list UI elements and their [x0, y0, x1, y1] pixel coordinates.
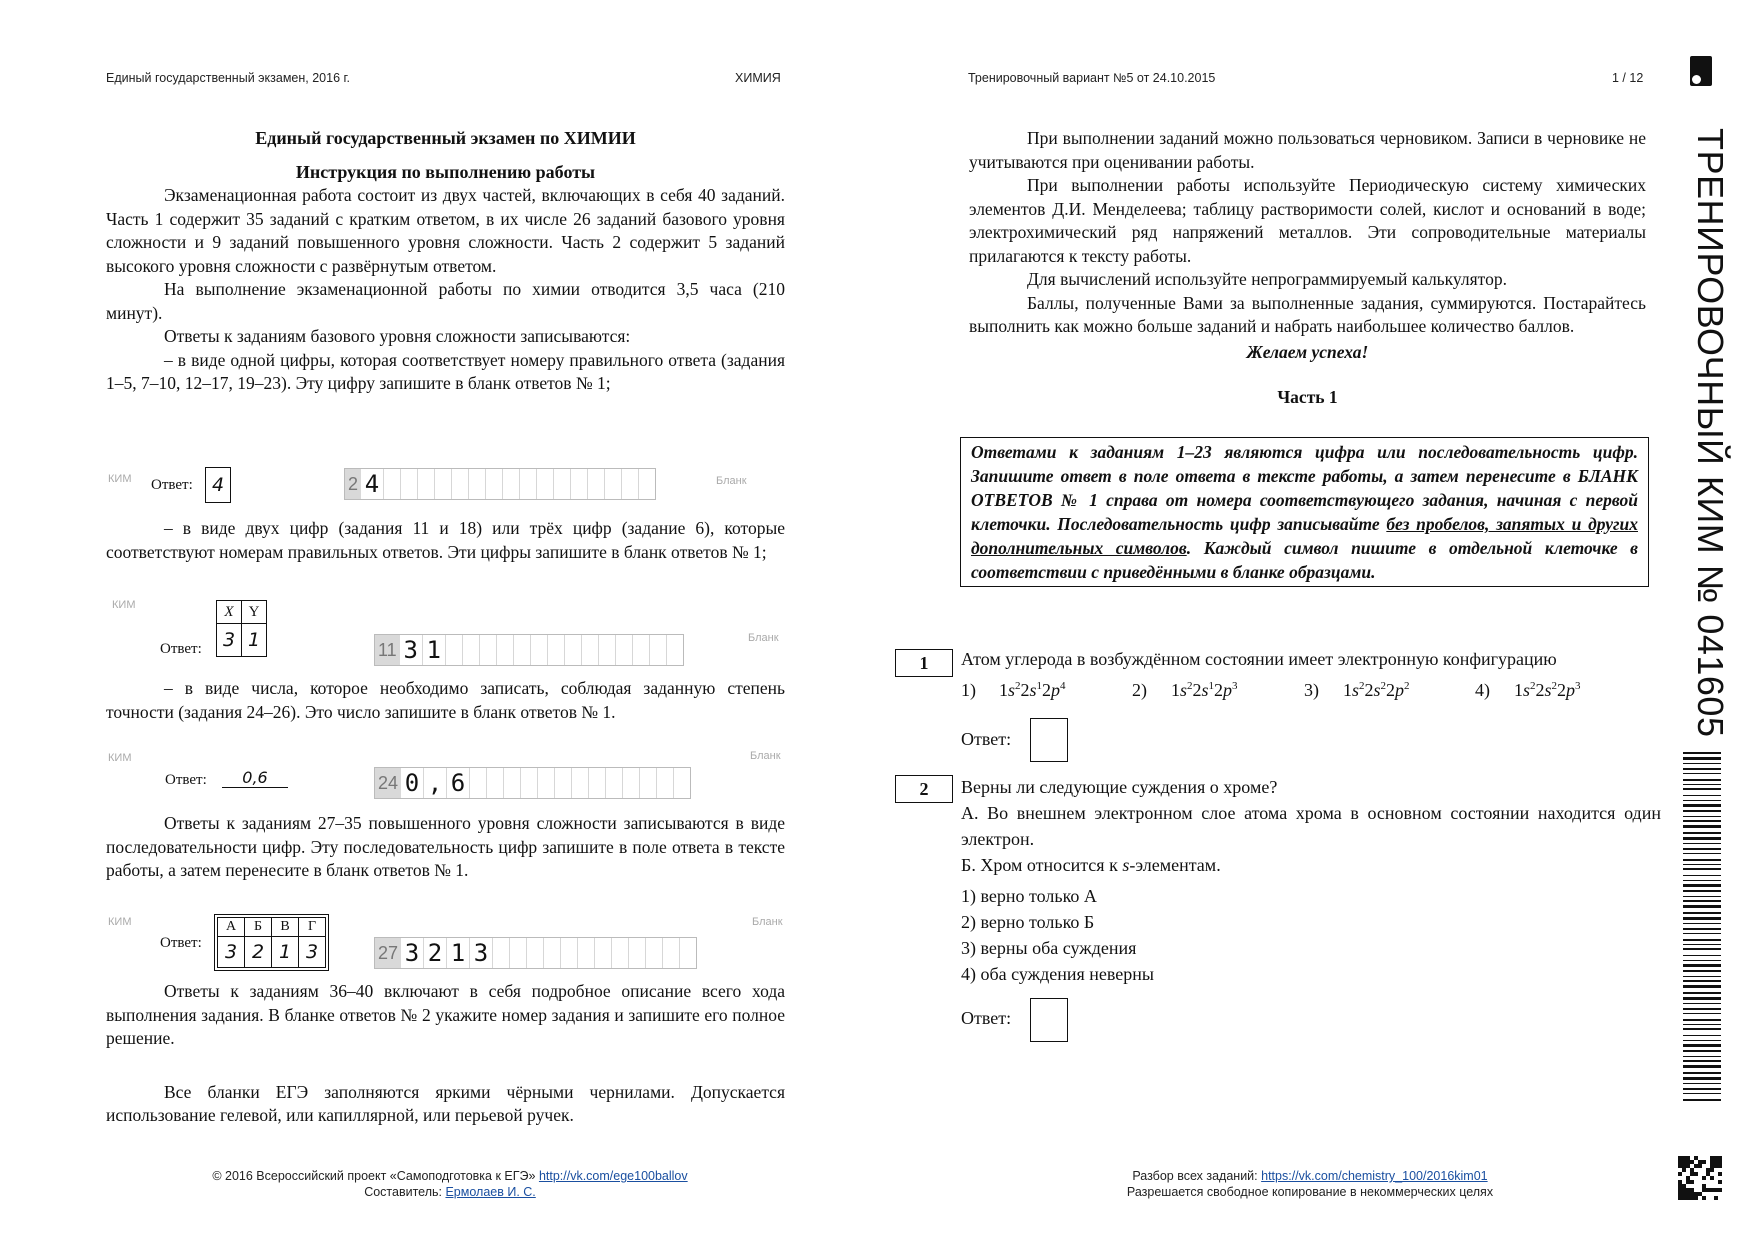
- question-2-text: Верны ли следующие суждения о хроме?: [961, 777, 1278, 797]
- r-paragraph-1: При выполнении заданий можно пользоваться черновиком. Записи в черновике не учитываются при оценивании работы.: [969, 128, 1646, 172]
- kim-label: КИМ: [112, 599, 136, 611]
- example-xy-table: X Y 3 1: [216, 600, 267, 657]
- option-2: 2) верно только Б: [961, 912, 1095, 932]
- r-paragraph-2: При выполнении работы используйте Периодическую систему химических элементов Д.И. Менделеева; таблицу растворимости солей, кислот и оснований в воде; электрохимический ряд напряжений металлов. Эти сопроводительные материалы прилагаются к тексту работы.: [969, 175, 1646, 266]
- statement-b: Б. Хром относится к s-элементам.: [961, 855, 1221, 875]
- example-abcd-table: А Б В Г 3 2 1 3: [214, 914, 329, 971]
- answer-input-2[interactable]: [1030, 998, 1068, 1042]
- qr-code-icon: [1678, 1156, 1722, 1200]
- instruction-box: Ответами к заданиям 1–23 являются цифра или последовательность цифр. Запишите ответ в поле ответа в тексте работы, а затем перенесите в БЛАНК ОТВЕТОВ № 1 справа от номера соответствующего задания, начиная с первой клеточки. Последовательность цифр записывайте без пробелов, запятых и других дополнительных символов. Каждый символ пишите в отдельной клеточке в соответствии с приведёнными в бланке образцами.: [960, 437, 1649, 587]
- blank-label: Бланк: [716, 475, 747, 487]
- paragraph-9: Все бланки ЕГЭ заполняются яркими чёрными чернилами. Допускается использование гелевой, или капиллярной, или перьевой ручек.: [106, 1081, 785, 1125]
- option-1: 1) верно только А: [961, 886, 1097, 906]
- question-1-options: 1) $1s^22s^12p^4$ 2) $1s^22s^12p^3$ 3) $1s^22s^22p^2$ 4) $1s^22s^22p^3$: [961, 680, 1581, 700]
- paragraph-6: – в виде числа, которое необходимо записать, соблюдая заданную степень точности (задания 24–26). Это число запишите в бланк ответов № 1.: [106, 678, 785, 722]
- paragraph-4: – в виде одной цифры, которая соответствует номеру правильного ответа (задания 1–5, 7–10, 12–17, 19–23). Эту цифру запишите в бланк ответов № 1;: [106, 349, 785, 393]
- kim-label: КИМ: [108, 473, 132, 485]
- footer-left: © 2016 Всероссийский проект «Самоподготовка к ЕГЭ» http://vk.com/ege100ballov Составитель: Ермолаев И. С.: [212, 1169, 688, 1199]
- task-number-1: 1: [895, 649, 953, 677]
- footer-link-solutions[interactable]: https://vk.com/chemistry_100/2016kim01: [1261, 1169, 1488, 1183]
- page-title: Единый государственный экзамен по ХИМИИ: [255, 128, 636, 148]
- option-4: 4) оба суждения неверны: [961, 964, 1155, 984]
- paragraph-3: Ответы к заданиям базового уровня сложности записываются:: [164, 326, 631, 346]
- task-number-2: 2: [895, 775, 953, 803]
- option-3: 3) верны оба суждения: [961, 938, 1137, 958]
- paragraph-5: – в виде двух цифр (задания 11 и 18) или трёх цифр (задание 6), которые соответствуют номерам правильных ответов. Эти цифры запишите в бланк ответов № 1;: [106, 518, 785, 562]
- question-1-text: Атом углерода в возбуждённом состоянии имеет электронную конфигурацию: [961, 649, 1557, 669]
- wish-text: Желаем успеха!: [1246, 341, 1369, 362]
- blank-label: Бланк: [748, 632, 779, 644]
- paragraph-7: Ответы к заданиям 27–35 повышенного уровня сложности записываются в виде последовательности цифр. Эту последовательность цифр запишите в поле ответа в тексте работы, а затем перенесите в бланк ответов № 1.: [106, 813, 785, 880]
- example-answer-box: 4: [205, 467, 231, 503]
- blank-strip: 11 3 1: [374, 634, 684, 666]
- barcode-icon: [1683, 752, 1721, 1100]
- footer-link-author[interactable]: Ермолаев И. С.: [445, 1185, 536, 1199]
- r-paragraph-3: Для вычислений используйте непрограммируемый калькулятор.: [1027, 269, 1507, 289]
- answer-label: Ответ:: [961, 1008, 1012, 1028]
- footer-right: Разбор всех заданий: https://vk.com/chemistry_100/2016kim01 Разрешается свободное копирование в некоммерческих целях: [1126, 1169, 1494, 1199]
- answer-input-1[interactable]: [1030, 718, 1068, 762]
- header-subject: ХИМИЯ: [735, 71, 781, 85]
- part-title: Часть 1: [1277, 387, 1338, 407]
- paragraph-8: Ответы к заданиям 36–40 включают в себя подробное описание всего хода выполнения задания. В бланке ответов № 2 укажите номер задания и запишите его полное решение.: [106, 981, 785, 1048]
- kim-label: КИМ: [108, 916, 132, 928]
- blank-strip: 27 3 2 1 3: [374, 937, 697, 969]
- r-paragraph-4: Баллы, полученные Вами за выполненные задания, суммируются. Постарайтесь выполнить как можно больше заданий и набрать наибольшее количество баллов.: [969, 292, 1646, 336]
- footer-link-project[interactable]: http://vk.com/ege100ballov: [538, 1169, 688, 1183]
- answer-label: Ответ:: [160, 641, 202, 657]
- paragraph-2: На выполнение экзаменационной работы по химии отводится 3,5 часа (210 минут).: [106, 279, 785, 323]
- corner-marker-icon: [1690, 56, 1712, 86]
- blank-label: Бланк: [750, 750, 781, 762]
- statement-a: А. Во внешнем электронном слое атома хрома в основном состоянии находится один электрон.: [961, 803, 1661, 849]
- paragraph-1: Экзаменационная работа состоит из двух частей, включающих в себя 40 заданий. Часть 1 содержит 35 заданий с кратким ответом, в их числе 26 заданий базового уровня сложности и 9 заданий повышенного уровня сложности. Часть 2 содержит 5 заданий высокого уровня сложности с развёрнутым ответом.: [106, 185, 785, 276]
- vertical-title: ТРЕНИРОВОЧНЫЙ КИМ № 041605: [1690, 128, 1731, 738]
- page-number: 1 / 12: [1612, 71, 1644, 85]
- answer-label: Ответ:: [961, 729, 1012, 749]
- blank-label: Бланк: [752, 916, 783, 928]
- instruction-title: Инструкция по выполнению работы: [295, 161, 596, 182]
- blank-strip: 24 0 , 6: [374, 767, 691, 799]
- kim-label: КИМ: [108, 752, 132, 764]
- blank-strip: 2 4: [344, 468, 656, 500]
- answer-label: Ответ:: [165, 772, 207, 788]
- example-answer-line: 0,6: [222, 768, 288, 788]
- answer-label: Ответ:: [160, 935, 202, 951]
- header-left: Единый государственный экзамен, 2016 г.: [106, 71, 351, 85]
- header-variant: Тренировочный вариант №5 от 24.10.2015: [968, 71, 1216, 85]
- answer-label: Ответ:: [151, 477, 193, 493]
